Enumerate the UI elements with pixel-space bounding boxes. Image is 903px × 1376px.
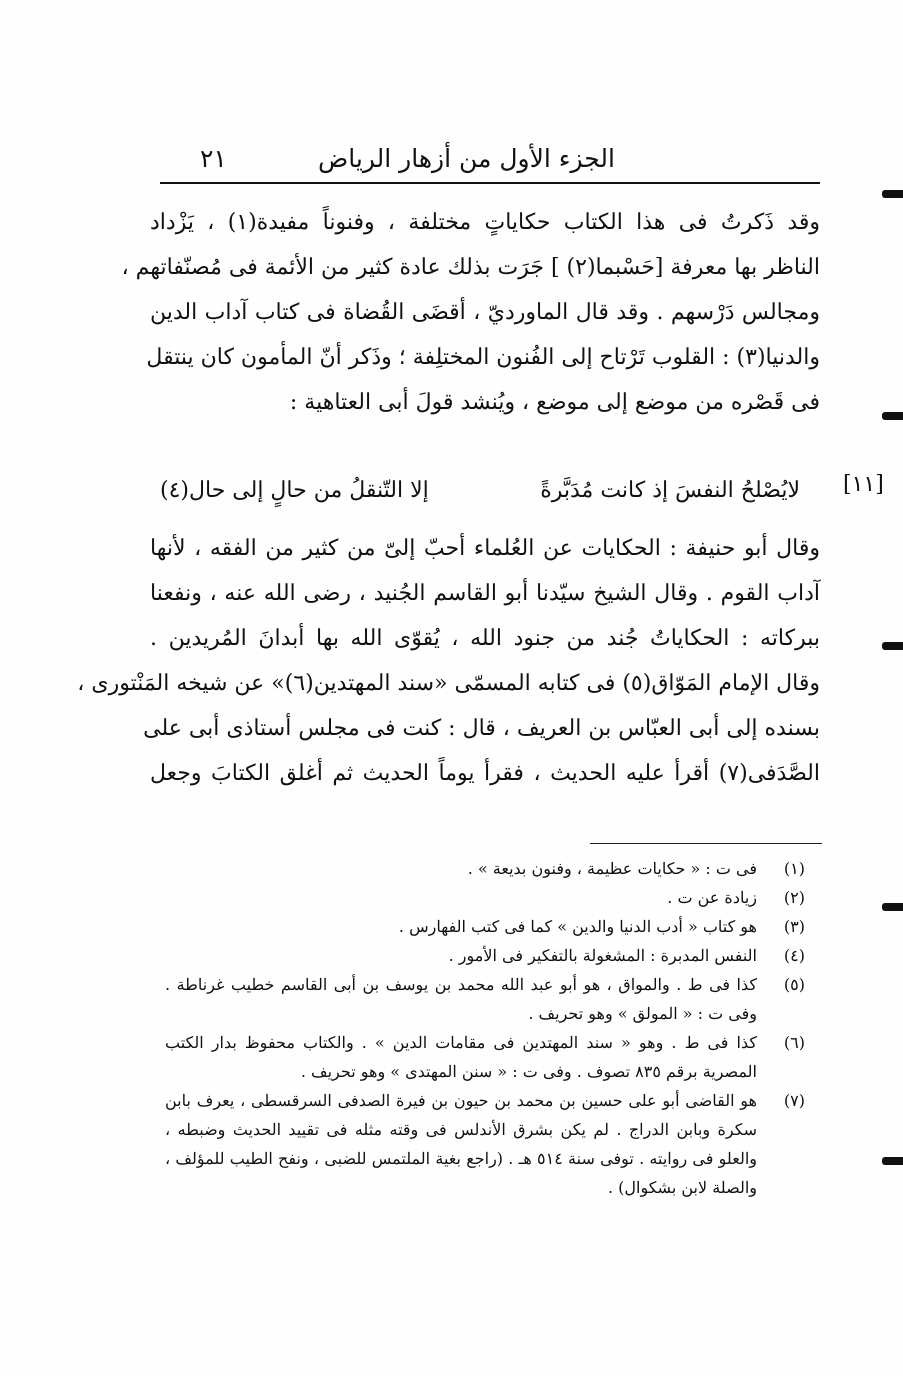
- footnote-number: (٦): [783, 1033, 805, 1052]
- text-line: فى قَصْره من موضع إلى موضع ، ويُنشد قولَ أبى العتاهية :: [289, 390, 820, 415]
- margin-page-marker: [١١]: [843, 472, 884, 497]
- footnote-number: (٥): [783, 975, 805, 994]
- footnote-text: النفس المدبرة : المشغولة بالتفكير فى الأمور .: [448, 946, 757, 965]
- footnote: [165, 854, 805, 883]
- main-text: [121, 200, 821, 425]
- text-line: ببركاته : الحكاياتُ جُند من جنود الله ، يُقوّى الله بها أبدانَ المُريدين .: [150, 626, 820, 651]
- text-line: الناظر بها معرفة [حَسْبما(٢) ] جَرَت بذلك عادة كثير من الأئمة فى مُصنّفاتهم ،: [121, 255, 820, 280]
- header-title: الجزء الأول من أزهار الرياض: [318, 144, 615, 173]
- main-text-continued: [77, 526, 820, 796]
- poetry-verse: [160, 468, 800, 513]
- text-line: والدنيا(٣) : القلوب تَرْتاح إلى الفُنون المختلِفة ؛ وذَكر أنّ المأمون كان ينتقل: [146, 345, 820, 370]
- page-edge-mark: [882, 190, 903, 198]
- footnote: [165, 912, 805, 941]
- footnote-number: (٤): [783, 946, 805, 965]
- footnote-number: (٣): [783, 917, 805, 936]
- page-edge-mark: [882, 412, 903, 420]
- footnote-number: (٧): [783, 1091, 805, 1110]
- footnote: [165, 941, 805, 970]
- footnote: [165, 970, 805, 1028]
- footnotes: [165, 854, 805, 1202]
- text-line: آداب القوم . وقال الشيخ سيّدنا أبو القاسم الجُنيد ، رضى الله عنه ، ونفعنا: [150, 581, 820, 606]
- running-header: [160, 138, 820, 184]
- page-edge-mark: [882, 903, 903, 911]
- footnote-number: (٢): [783, 888, 805, 907]
- footnote-text: هو كتاب « أدب الدنيا والدين » كما فى كتب الفهارس .: [398, 917, 757, 936]
- text-line: ومجالس دَرْسهم . وقد قال الماورديّ ، أقضَى القُضاة فى كتاب آداب الدين: [150, 300, 820, 325]
- page-edge-mark: [882, 1157, 903, 1165]
- text-line: الصَّدَفى(٧) أقرأ عليه الحديث ، فقرأ يوماً الحديث ثم أغلق الكتابَ وجعل: [150, 761, 820, 786]
- verse-second-hemistich: إلا التّنقلُ من حالٍ إلى حال(٤): [160, 478, 429, 503]
- text-line: بسنده إلى أبى العبّاس بن العريف ، قال : كنت فى مجلس أستاذى أبى على: [143, 716, 820, 741]
- footnote: [165, 883, 805, 912]
- footnote: [165, 1028, 805, 1086]
- page-edge-mark: [882, 642, 903, 650]
- footnote-number: (١): [783, 859, 805, 878]
- footnote: [165, 1086, 805, 1202]
- footnote-text: كذا فى ط . وهو « سند المهتدين فى مقامات الدين » . والكتاب محفوظ بدار الكتب المصرية برقم ٨٣٥ تصوف . وفى ت : « سنن المهتدى » وهو تحريف .: [165, 1033, 757, 1081]
- text-line: وقال الإمام المَوّاق(٥) فى كتابه المسمّى «سند المهتدين(٦)» عن شيخه المَنْتورى ،: [77, 671, 820, 696]
- footnote-text: هو القاضى أبو على حسين بن محمد بن حيون بن فيرة الصدفى السرقسطى ، يعرف بابن سكرة وبابن الدراج . لم يكن بشرق الأندلس فى وقته مثله فى تقييد الحديث وضبطه ، والعلو فى روايته . توفى سنة ٥١٤ هـ . (راجع بغية الملتمس للضبى ، ونفح الطيب للمؤلف ، والصلة لابن بشكوال) .: [165, 1091, 757, 1197]
- footnote-text: فى ت : « حكايات عظيمة ، وفنون بديعة » .: [467, 859, 757, 878]
- text-line: وقد ذَكرتُ فى هذا الكتاب حكاياتٍ مختلفة ، وفنوناً مفيدة(١) ، يَزْداد: [150, 210, 821, 235]
- footnote-separator: [590, 843, 822, 844]
- verse-first-hemistich: لايُصْلحُ النفسَ إذ كانت مُدَبَّرةً: [540, 478, 800, 503]
- text-line: وقال أبو حنيفة : الحكايات عن العُلماء أحبّ إلىّ من كثير من الفقه ، لأنها: [150, 536, 820, 561]
- footnote-text: كذا فى ط . والمواق ، هو أبو عبد الله محمد بن يوسف بن أبى القاسم خطيب غرناطة . وفى ت : « المولق » وهو تحريف .: [165, 975, 757, 1023]
- footnote-text: زيادة عن ت .: [667, 888, 757, 907]
- page-number: ٢١: [200, 144, 227, 173]
